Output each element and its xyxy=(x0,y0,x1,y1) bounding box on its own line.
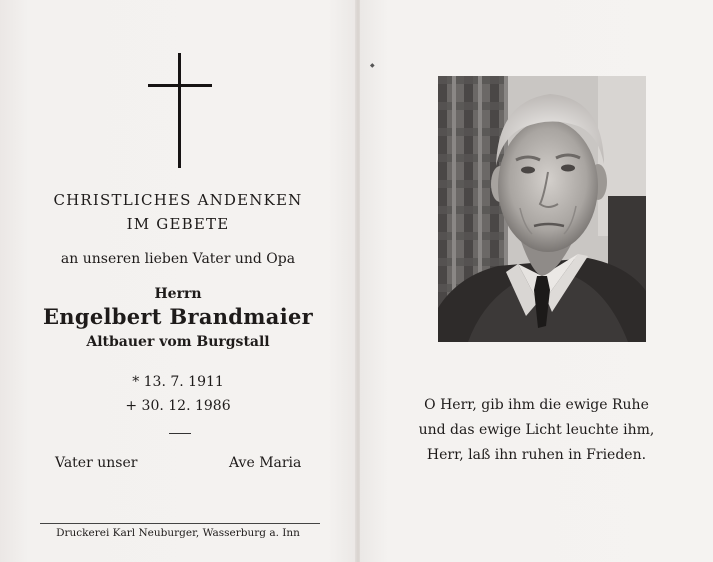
deceased-title: Altbauer vom Burgstall xyxy=(86,334,270,350)
prayer-vater-unser: Vater unser xyxy=(55,455,138,471)
portrait-photo-icon xyxy=(438,76,646,342)
dedication-text: an unseren lieben Vater und Opa xyxy=(60,251,296,267)
cross-icon-bar xyxy=(148,84,212,87)
deceased-name: Engelbert Brandmaier xyxy=(42,304,314,329)
verse-line-3: Herr, laß ihn ruhen in Frieden. xyxy=(426,447,647,463)
death-date: + 30. 12. 1986 xyxy=(125,398,231,414)
verse-line-2: und das ewige Licht leuchte ihm, xyxy=(418,422,655,438)
salutation: Herrn xyxy=(154,286,202,302)
divider-dash xyxy=(169,433,191,434)
birth-date: * 13. 7. 1911 xyxy=(132,374,224,390)
printer-credit: Druckerei Karl Neuburger, Wasserburg a. Inn xyxy=(56,527,300,539)
heading-line-2: IM GEBETE xyxy=(126,215,230,233)
paper-speck: ◆ xyxy=(370,62,375,69)
prayer-ave-maria: Ave Maria xyxy=(229,455,302,471)
memorial-card-left xyxy=(0,0,356,562)
verse-line-1: O Herr, gib ihm die ewige Ruhe xyxy=(424,397,649,413)
heading-line-1: CHRISTLICHES ANDENKEN xyxy=(53,191,303,209)
cross-icon xyxy=(178,53,181,168)
footer-rule xyxy=(40,523,320,524)
